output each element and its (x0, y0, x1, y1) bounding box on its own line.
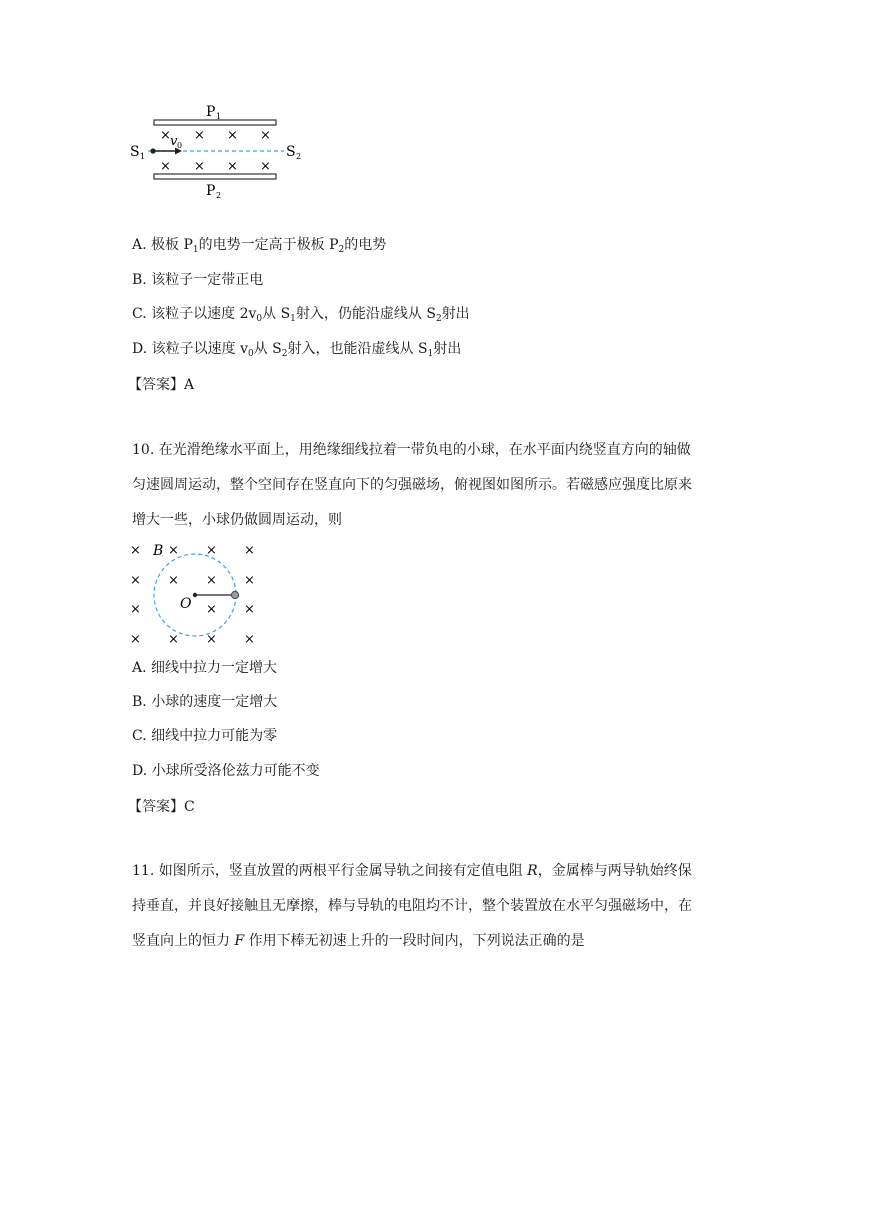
center-o-label: O (180, 596, 192, 612)
q10-option-d: D. 小球所受洛伦兹力可能不变 (132, 763, 320, 779)
q10-answer: 【答案】C (128, 799, 195, 815)
variable-f: F (234, 933, 245, 949)
q9-option-d-text: 射入，也能沿虚线从 S (287, 341, 428, 357)
subscript: 0 (256, 314, 263, 324)
velocity-sub: 0 (177, 141, 183, 150)
velocity-selector-figure (124, 98, 314, 200)
q11-text: 竖直向上的恒力 (132, 933, 235, 949)
cross-mark: × (244, 573, 255, 588)
plate-p1 (154, 120, 276, 125)
s1-label: S (130, 144, 140, 160)
q9-option-d-text: 从 S (253, 341, 282, 357)
cross-mark: × (227, 159, 238, 174)
s2-sub: 2 (296, 152, 302, 161)
s1-sub: 1 (140, 152, 146, 161)
q10-stem-line: 10. 在光滑绝缘水平面上，用绝缘细线拉着一带负电的小球，在水平面内绕竖直方向的轴做 (132, 442, 691, 458)
q9-option-c-text: C. 该粒子以速度 2v (132, 306, 257, 322)
cross-mark: × (260, 159, 271, 174)
q9-option-c-text: 射出 (441, 306, 470, 322)
subscript: 2 (338, 245, 345, 255)
q9-option-a-text: 的电势一定高于极板 P (198, 237, 339, 253)
subscript: 1 (290, 314, 296, 324)
velocity-label: v (170, 134, 178, 149)
cross-mark: × (168, 543, 179, 558)
q9-answer: 【答案】A (128, 377, 195, 393)
q9-option-c-text: 射入，仍能沿虚线从 S (295, 306, 436, 322)
cross-mark: × (227, 128, 238, 143)
plate-p2 (154, 174, 276, 179)
subscript: 1 (427, 349, 434, 359)
center-dot (193, 593, 197, 597)
q10-option-a: A. 细线中拉力一定增大 (132, 660, 278, 676)
variable-r: R (527, 863, 538, 879)
velocity-selector-diagram (124, 98, 314, 200)
subscript: 2 (281, 349, 288, 359)
q9-option-a-text: A. 极板 P (132, 237, 193, 253)
q11-text: ，金属棒与两导轨始终保 (537, 863, 692, 879)
field-b-label: B (153, 543, 164, 559)
s2-label: S (286, 144, 296, 160)
q10-stem-line: 匀速圆周运动，整个空间存在竖直向下的匀强磁场，俯视图如图所示。若磁感应强度比原来 (132, 477, 692, 493)
q11-text: 11. 如图所示，竖直放置的两根平行金属导轨之间接有定值电阻 (132, 863, 528, 879)
subscript: 1 (192, 245, 199, 255)
q9-option-d-text: D. 该粒子以速度 v (132, 341, 248, 357)
q11-stem-line (132, 861, 752, 881)
q9-option-b: B. 该粒子一定带正电 (132, 272, 264, 288)
cross-mark: × (206, 632, 217, 647)
cross-mark: × (130, 602, 141, 617)
q9-option-d (132, 339, 461, 364)
q9-option-d-text: 射出 (433, 341, 462, 357)
cross-mark: × (160, 159, 171, 174)
cross-mark: × (206, 602, 217, 617)
subscript: 2 (435, 314, 442, 324)
cross-mark: × (206, 573, 217, 588)
circular-motion-diagram (124, 538, 264, 650)
q11-text: 作用下棒无初速上升的一段时间内，下列说法正确的是 (244, 933, 585, 949)
cross-mark: × (160, 128, 171, 143)
q11-stem-line (132, 931, 752, 951)
cross-mark: × (130, 543, 141, 558)
cross-mark: × (130, 632, 141, 647)
ball-icon (231, 591, 238, 598)
q9-option-a (132, 235, 386, 260)
cross-mark: × (244, 602, 255, 617)
plate-bottom-label: P (206, 183, 216, 199)
subscript: 0 (248, 349, 254, 359)
plate-bottom-sub: 2 (216, 191, 222, 200)
cross-mark: × (244, 632, 255, 647)
plate-top-sub: 1 (216, 112, 222, 121)
cross-mark: × (260, 128, 271, 143)
cross-mark: × (130, 573, 141, 588)
magnetic-field-circle-figure (124, 538, 264, 650)
q9-option-c-text: 从 S (262, 306, 291, 322)
cross-mark: × (244, 543, 255, 558)
cross-mark: × (206, 543, 217, 558)
q10-option-c: C. 细线中拉力可能为零 (132, 728, 278, 744)
q9-option-a-text: 的电势 (344, 237, 387, 253)
q9-option-c (132, 304, 470, 329)
plate-top-label: P (206, 104, 216, 120)
cross-mark: × (168, 632, 179, 647)
cross-mark: × (194, 128, 205, 143)
cross-mark: × (168, 573, 179, 588)
q10-option-b: B. 小球的速度一定增大 (132, 694, 278, 710)
q10-stem-line: 增大一些，小球仍做圆周运动，则 (132, 512, 342, 528)
cross-mark: × (194, 159, 205, 174)
q11-stem-line: 持垂直，并良好接触且无摩擦，棒与导轨的电阻均不计，整个装置放在水平匀强磁场中，在 (132, 898, 692, 914)
